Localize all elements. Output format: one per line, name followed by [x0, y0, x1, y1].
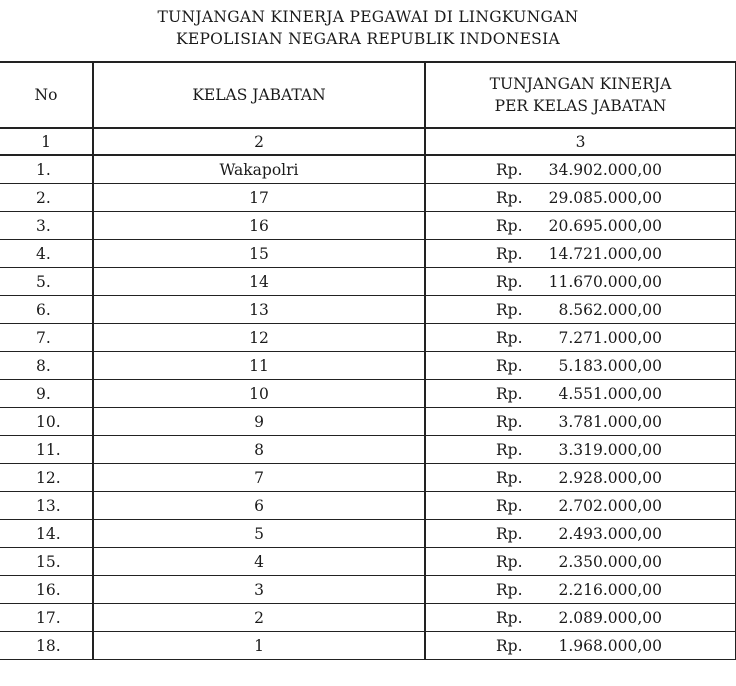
kelas-jabatan-cell: 14	[94, 268, 426, 296]
kelas-jabatan-cell: 10	[94, 380, 426, 408]
row-number: 5.	[0, 268, 94, 296]
amount-value: 2.702.000,00	[558, 496, 662, 515]
kelas-jabatan-cell: 4	[94, 548, 426, 576]
tunjangan-cell	[426, 436, 736, 464]
header-no: No	[0, 61, 94, 129]
column-index-3: 3	[426, 129, 736, 156]
tunjangan-cell	[426, 240, 736, 268]
row-number: 6.	[0, 296, 94, 324]
kelas-jabatan-cell: 1	[94, 632, 426, 660]
table-header-row	[0, 61, 736, 129]
header-kelas-jabatan: KELAS JABATAN	[94, 61, 426, 129]
amount-value: 20.695.000,00	[548, 216, 662, 235]
table-row	[0, 324, 736, 352]
column-index-2: 2	[94, 129, 426, 156]
currency-label: Rp.	[496, 496, 523, 515]
table-row	[0, 464, 736, 492]
tunjangan-cell	[426, 520, 736, 548]
currency-label: Rp.	[496, 384, 523, 403]
amount-value: 1.968.000,00	[558, 636, 662, 655]
kelas-jabatan-cell: 6	[94, 492, 426, 520]
amount-value: 29.085.000,00	[548, 188, 662, 207]
currency-label: Rp.	[496, 244, 523, 263]
row-number: 17.	[0, 604, 94, 632]
currency-label: Rp.	[496, 580, 523, 599]
row-number: 4.	[0, 240, 94, 268]
kelas-jabatan-cell: 9	[94, 408, 426, 436]
row-number: 1.	[0, 156, 94, 184]
currency-label: Rp.	[496, 552, 523, 571]
table-row	[0, 212, 736, 240]
row-number: 18.	[0, 632, 94, 660]
table-row	[0, 268, 736, 296]
row-number: 11.	[0, 436, 94, 464]
kelas-jabatan-cell: 7	[94, 464, 426, 492]
row-number: 7.	[0, 324, 94, 352]
kelas-jabatan-cell: 5	[94, 520, 426, 548]
row-number: 3.	[0, 212, 94, 240]
currency-label: Rp.	[496, 328, 523, 347]
row-number: 13.	[0, 492, 94, 520]
column-index-row	[0, 129, 736, 156]
currency-label: Rp.	[496, 272, 523, 291]
tunjangan-cell	[426, 464, 736, 492]
tunjangan-cell	[426, 184, 736, 212]
tunjangan-cell	[426, 492, 736, 520]
tunjangan-cell	[426, 352, 736, 380]
table-row	[0, 548, 736, 576]
amount-value: 14.721.000,00	[548, 244, 662, 263]
row-number: 15.	[0, 548, 94, 576]
table-row	[0, 632, 736, 660]
amount-value: 34.902.000,00	[548, 160, 662, 179]
tunjangan-cell	[426, 632, 736, 660]
row-number: 12.	[0, 464, 94, 492]
currency-label: Rp.	[496, 160, 523, 179]
document-title-line-1: TUNJANGAN KINERJA PEGAWAI DI LINGKUNGAN	[157, 8, 579, 26]
allowance-table	[0, 61, 736, 660]
header-tunjangan-line-2: PER KELAS JABATAN	[494, 97, 667, 115]
table-row	[0, 408, 736, 436]
row-number: 8.	[0, 352, 94, 380]
currency-label: Rp.	[496, 412, 523, 431]
tunjangan-cell	[426, 268, 736, 296]
currency-label: Rp.	[496, 440, 523, 459]
kelas-jabatan-cell: 15	[94, 240, 426, 268]
amount-value: 2.350.000,00	[558, 552, 662, 571]
kelas-jabatan-cell: 2	[94, 604, 426, 632]
document-title-line-2: KEPOLISIAN NEGARA REPUBLIK INDONESIA	[175, 30, 561, 48]
tunjangan-cell	[426, 212, 736, 240]
row-number: 2.	[0, 184, 94, 212]
kelas-jabatan-cell: 12	[94, 324, 426, 352]
tunjangan-cell	[426, 576, 736, 604]
table-row	[0, 156, 736, 184]
amount-value: 3.781.000,00	[558, 412, 662, 431]
amount-value: 4.551.000,00	[558, 384, 662, 403]
table-row	[0, 240, 736, 268]
currency-label: Rp.	[496, 188, 523, 207]
kelas-jabatan-cell: 16	[94, 212, 426, 240]
row-number: 16.	[0, 576, 94, 604]
table-row	[0, 184, 736, 212]
table-row	[0, 576, 736, 604]
table-row	[0, 492, 736, 520]
table-row	[0, 436, 736, 464]
kelas-jabatan-cell: 17	[94, 184, 426, 212]
table-row	[0, 380, 736, 408]
kelas-jabatan-cell: 11	[94, 352, 426, 380]
amount-value: 3.319.000,00	[558, 440, 662, 459]
tunjangan-cell	[426, 156, 736, 184]
currency-label: Rp.	[496, 636, 523, 655]
kelas-jabatan-cell: 8	[94, 436, 426, 464]
tunjangan-cell	[426, 296, 736, 324]
table-row	[0, 520, 736, 548]
tunjangan-cell	[426, 408, 736, 436]
header-tunjangan-kinerja	[426, 61, 736, 129]
currency-label: Rp.	[496, 524, 523, 543]
amount-value: 2.928.000,00	[558, 468, 662, 487]
row-number: 14.	[0, 520, 94, 548]
tunjangan-cell	[426, 604, 736, 632]
tunjangan-cell	[426, 380, 736, 408]
table-row	[0, 352, 736, 380]
kelas-jabatan-cell: 3	[94, 576, 426, 604]
amount-value: 11.670.000,00	[548, 272, 662, 291]
row-number: 9.	[0, 380, 94, 408]
amount-value: 7.271.000,00	[558, 328, 662, 347]
table-row	[0, 296, 736, 324]
kelas-jabatan-cell: 13	[94, 296, 426, 324]
tunjangan-cell	[426, 324, 736, 352]
column-index-1: 1	[0, 129, 94, 156]
header-tunjangan-line-1: TUNJANGAN KINERJA	[489, 75, 672, 93]
amount-value: 8.562.000,00	[558, 300, 662, 319]
table-row	[0, 604, 736, 632]
row-number: 10.	[0, 408, 94, 436]
currency-label: Rp.	[496, 300, 523, 319]
currency-label: Rp.	[496, 356, 523, 375]
amount-value: 2.089.000,00	[558, 608, 662, 627]
amount-value: 2.216.000,00	[558, 580, 662, 599]
currency-label: Rp.	[496, 608, 523, 627]
kelas-jabatan-cell: Wakapolri	[94, 156, 426, 184]
currency-label: Rp.	[496, 468, 523, 487]
tunjangan-cell	[426, 548, 736, 576]
amount-value: 5.183.000,00	[558, 356, 662, 375]
currency-label: Rp.	[496, 216, 523, 235]
amount-value: 2.493.000,00	[558, 524, 662, 543]
